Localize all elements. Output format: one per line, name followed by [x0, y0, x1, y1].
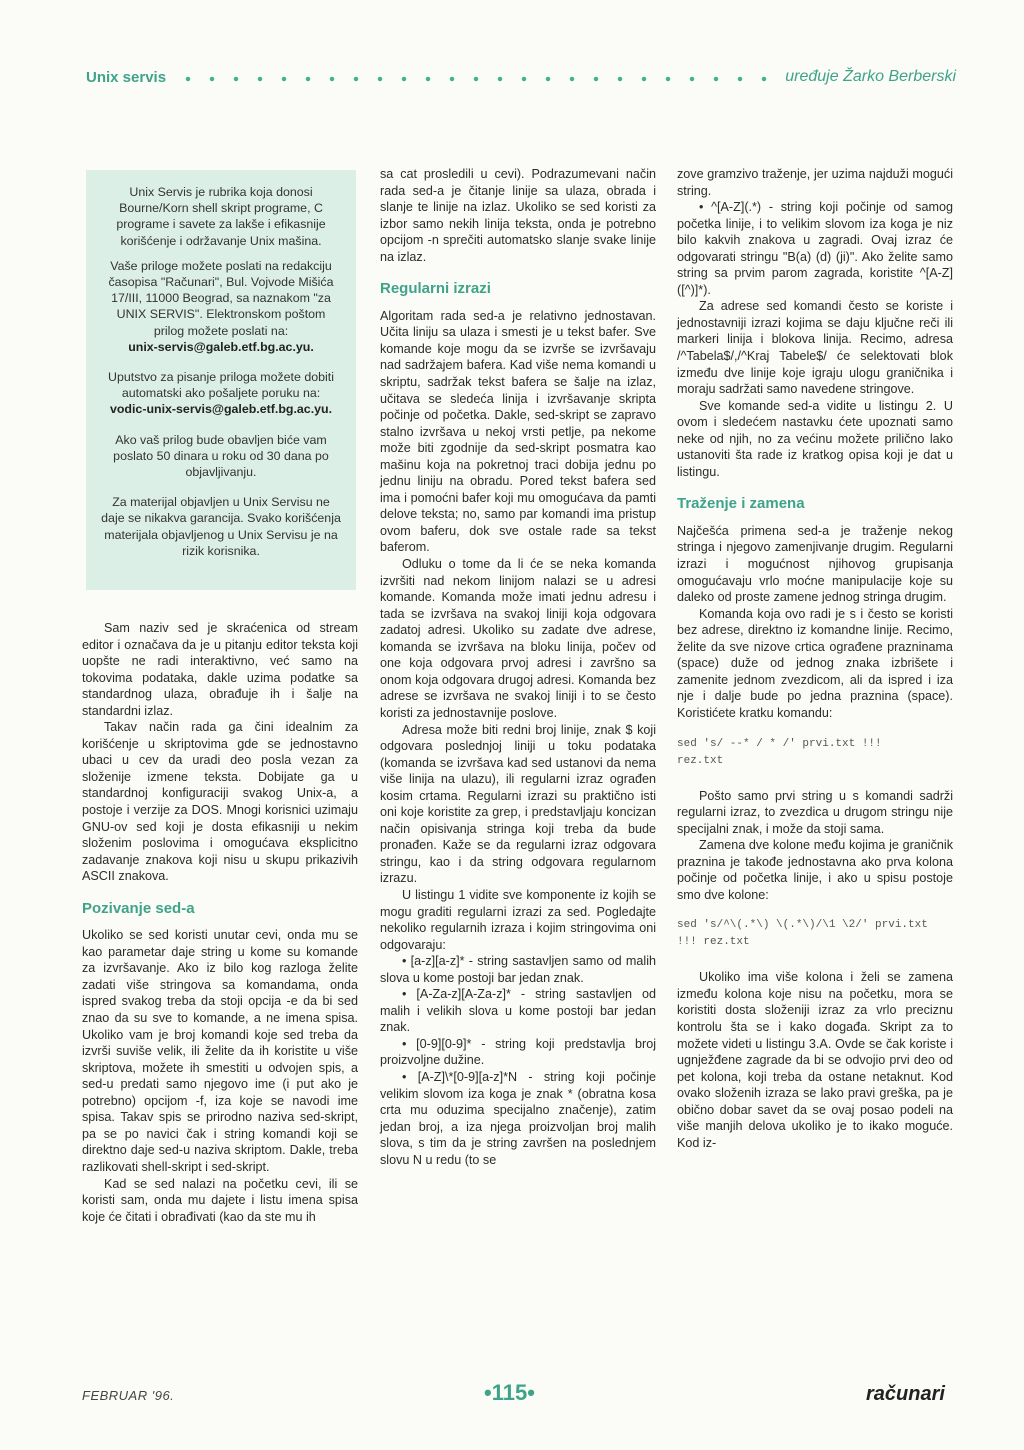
code-sample-2: sed 's/^\(.*\) \(.*\)/\1 \2/' prvi.txt !!! rez.txt: [677, 919, 928, 949]
section-title: Unix servis: [86, 68, 167, 86]
info-email-2[interactable]: vodic-unix-servis@galeb.etf.bg.ac.yu.: [109, 402, 333, 417]
col1-paragraph: Takav način rada ga čini idealnim za korišćenje u skriptovima gde se jednostavno ubaci u cev da uradi deo posla vezan za složenije izmene teksta. Dobijate ga u standardnoj konfiguraciji svakog Unix-a, a postoje i verzije za DOS. Mnogi korisnici uzimaju GNU-ov sed koji je dosta efikasniji u nekim složenim poslovima i omogućava eksplicitno zadavanje znakova koji nisu u skupu prikazivih ASCII znakova.: [82, 720, 358, 884]
header-dot-leader: [176, 71, 775, 87]
col3-paragraph: Komanda koja ovo radi je s i često se koristi bez adrese, direktno iz komandne linije. Recimo, želite da sve nizove crtica ograđene prazninama (space) duže od jednog znaka izbrišete i zamenite jednom zvezdicom, ali da ispred i iza nje i dalje bude po jedna praznina (space). Koristićete kratku komandu:: [677, 606, 953, 720]
page-header: [86, 64, 956, 90]
regex-bullet: • ^[A-Z](.*) - string koji počinje od samog početka linije, i to velikim slovom iza koga je niz bilo kakvih znakova u zagradi. Ovaj izraz će odgovarati stringu "B(a) (d) (ji)". Ako želite samo string sa prvim parom zagrada, koristite ^[A-Z]([^)]*).: [677, 200, 953, 297]
col3-paragraph: Najčešća primena sed-a je traženje nekog stringa i njegovo zamenjivanje drugim. Regularni izrazi i mogućnost njihovog grupisanja omogućavaju vrlo moćne manipulacije koje su daleko od proste zamene jednog stringa drugim.: [677, 523, 953, 605]
col3-paragraph: Ukoliko ima više kolona i želi se zamena između kolona koje nisu na početku, mora se koristiti dosta složeniji izraz za vrlo preciznu kontrolu šta se i kako događa. Skript za to možete videti u listingu 3.A. Ovde se čak koriste i ugnježđene zagrade da bi se odvojio prvi deo od pet kolona, koji treba da ostane netaknut. Kod ovako složenih izraza se lako pravi greška, pa je obično dobar savet da se ovaj posao podeli na više manjih delova ukoliko je to ikako moguće. Kod iz-: [677, 970, 953, 1150]
col2-paragraph: U listingu 1 vidite sve komponente iz kojih se mogu graditi regularni izrazi za sed. Pogledajte nekoliko regularnih izraza i kojim stringovima oni odgovaraju:: [380, 887, 656, 952]
issue-date: FEBRUAR '96.: [82, 1388, 175, 1403]
col2-paragraph: Odluku o tome da li će se neka komanda izvršiti nad nekom linijom nalazi se u adresi komande. Komanda može imati jednu adresu i tada se izvršava na svakoj liniji koja odgovara zadatoj adresi. Ukoliko su zadate dve adrese, komanda se izvršava na bloku linija, počev od one koja odgovara prvoj adresi i završno sa onom koja odgovara drugoj adresi. Komanda bez adrese se izvršava ne svakoj liniji i to se često koristi za jednostavnije poslove.: [380, 557, 656, 720]
col3-paragraph: Zamena dve kolone među kojima je graničnik praznina je takođe jednostavna ako prva kolona počinje od početka linije, i ako u spisu postoje smo dve kolone:: [677, 838, 953, 902]
subheading-trazenje-i-zamena: Traženje i zamena: [677, 495, 805, 513]
info-paragraph-1: Unix Servis je rubrika koja donosi Bourne/Korn shell skript programe, C programe i savete za lakše i efikasnije korišćenje i održavanje Unix mašina.: [116, 185, 326, 248]
regex-bullet: • [A-Z]\*[0-9][a-z]*N - string koji počinje velikim slovom iza koga je znak * (obratna kosa crta mu oduzima specijalno značenje), zatim jedan broj, a iza njega proizvoljan broj malih slova, s tim da je string završen na poslednjem slovu N u redu (to se: [380, 1069, 656, 1167]
info-paragraph-4: Ako vaš prilog bude obavljen biće vam poslato 50 dinara u roku od 30 dana po objavljivanju.: [113, 432, 329, 480]
col1-paragraph: Kad se sed nalazi na početku cevi, ili se koristi sam, onda mu dajete i listu imena spisa koje će čitati i obrađivati (kao da ste mu ih: [82, 1176, 358, 1224]
page-number: •115•: [484, 1380, 535, 1405]
article-column-3: [677, 166, 953, 1151]
col1-paragraph: Sam naziv sed je skraćenica od stream editor i označava da je u pitanju editor teksta koji uopšte ne radi interaktivno, već samo na tokovima podataka, dakle uzima podatke sa standardnog ulaza, obrađuje ih i šalje na standardni izlaz.: [82, 621, 358, 718]
col1-paragraph: Ukoliko se sed koristi unutar cevi, onda mu se kao parametar daje string u kome su komande za izvršavanje. Ako iz bilo kog razloga želite zadati više stringova sa komandama, onda ispred svakog treba da stoji opcija -e da bi sed znao da su sve to komande, a ne imena spisa. Ukoliko vam je broj komandi koje sed treba da izvrši suviše velik, ili želite da ih koristite u više skriptova, možete ih smestiti u odvojen spis, a sed-u predati samo njegovo ime (i put ako je potrebno) opcijom -f, iza koje se navodi ime spisa. Takav spis se prirodno naziva sed-skript, pa se po navici čak i string komandi koji se direktno daje sed-u naziva skriptom. Dakle, treba razlikovati shell-skript i sed-skript.: [82, 928, 358, 1174]
info-box: [86, 170, 356, 590]
col2-paragraph: sa cat prosledili u cevi). Podrazumevani način rada sed-a je čitanje linije sa ulaza, obrada i slanje te linije na izlaz. Ukoliko se sed koristi za izbor samo nekih linija teksta, onda je potrebno opcijom -n sprečiti automatsko slanje svake linije na izlaz.: [380, 167, 656, 264]
info-paragraph-2: Vaše priloge možete poslati na redakciju časopisa "Računari", Bul. Vojvode Mišića 17/III, 11000 Beograd, sa naznakom "za UNIX SERVIS". Elektronskom poštom prilog možete poslati na:: [108, 258, 334, 338]
col3-paragraph: Sve komande sed-a vidite u listingu 2. U ovom i sledećem nastavku ćete upoznati samo neke od njih, no za većinu možete prilično lako ustanoviti šta rade iz kratkog opisa koji je dat u listingu.: [677, 398, 953, 479]
subheading-regularni-izrazi: Regularni izrazi: [380, 280, 491, 298]
info-paragraph-5: Za materijal objavljen u Unix Servisu ne daje se nikakva garancija. Svako korišćenja materijala objavljenog u Unix Servisu je na rizik korisnika.: [101, 495, 341, 558]
col3-paragraph: zove gramzivo traženje, jer uzima najduži mogući string.: [677, 167, 953, 198]
regex-bullet: • [A-Za-z][A-Za-z]* - string sastavljen od malih i velikih slova u kome postoji bar jedan znak.: [380, 987, 656, 1035]
info-paragraph-3: Uputstvo za pisanje priloga možete dobiti automatski ako pošaljete poruku na:: [108, 370, 334, 401]
col2-paragraph: Adresa može biti redni broj linije, znak $ koji odgovara poslednjoj liniji u toku podataka (komanda se izvršava kad sed ustanovi da nema više linija na ulazu), ili regularni izraz ograđen kosim crtama. Regularni izrazi su praktično isti oni koje koristite za grep, i predstavljaju koncizan način opisivanja stringa koji treba da bude pronađen. Kaže se da regularni izraz odgovara stringu, kao i da string odgovara regularnom izrazu.: [380, 722, 656, 886]
article-column-2: [380, 166, 656, 1168]
editor-credit: uređuje Žarko Berberski: [785, 68, 956, 85]
col3-paragraph: Pošto samo prvi string u s komandi sadrži regularni izraz, to zvezdica u drugom stringu nije specijalni znak, i može da stoji sama.: [677, 788, 953, 836]
col3-paragraph: Za adrese sed komandi često se koriste i jednostavniji izrazi kojima se daju ključne reči ili markeri linija i blokova linija. Recimo, adresa /^Tabela$/,/^Kraj Tabele$/ će selektovati blok između dve linije koje igraju ulogu graničnika i moraju sadržati samo navedene stringove.: [677, 299, 953, 397]
col2-paragraph: Algoritam rada sed-a je relativno jednostavan. Učita liniju sa ulaza i smesti je u tekst bafer. Sve komande koje mogu da se izvrše se izvršavaju nad sadržajem bafera. Kad više nema komandi u skriptu, sadržak tekst bafera se šalje na izlaz, učitava se sledeća linija i izvršavanje skripta počinje od početka. Dakle, sed-skript se zapravo stalno izvršava u nekoj vrsti petlje, pa nekome može biti zgodnije da sed-skript posmatra kao mašinu koja na pokretnoj traci dobija jednu po jednu liniju na obradu. Pored tekst bafera sed ima i pomoćni bafer koji mu omogućava da pamti delove teksta; no, samo par komandi ima pristup ovom baferu, dok sve ostale rade sa tekst baferom.: [380, 308, 656, 555]
subheading-pozivanje: Pozivanje sed-a: [82, 899, 195, 917]
info-email-1[interactable]: unix-servis@galeb.etf.bg.ac.yu.: [128, 339, 314, 354]
code-sample-1: sed 's/ --* / * /' prvi.txt !!! rez.txt: [677, 737, 882, 767]
article-column-1: [82, 620, 358, 1225]
magazine-logo: računari: [866, 1383, 945, 1405]
regex-bullet: • [a-z][a-z]* - string sastavljen samo od malih slova u kome postoji bar jedan znak.: [380, 954, 656, 985]
regex-bullet: • [0-9][0-9]* - string koji predstavlja broj proizvoljne dužine.: [380, 1036, 656, 1068]
